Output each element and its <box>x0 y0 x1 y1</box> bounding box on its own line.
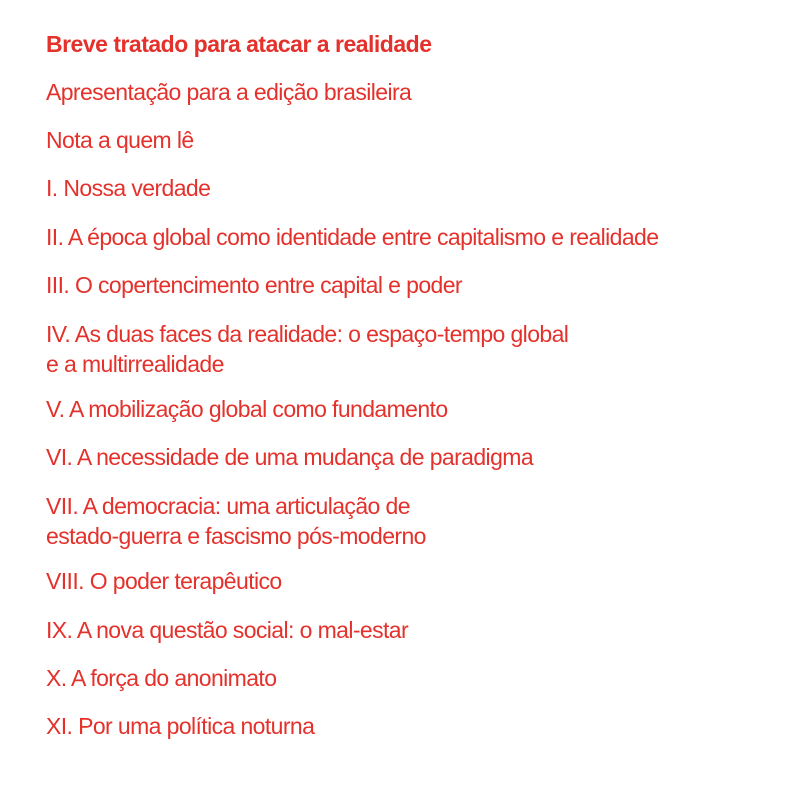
toc-entry-line: Apresentação para a edição brasileira <box>46 79 412 105</box>
toc-entry-chapter-10 <box>46 664 776 693</box>
toc-entry-line: I. Nossa verdade <box>46 175 211 202</box>
toc-entry-chapter-1 <box>46 174 776 203</box>
toc-entry-line: XI. Por uma política noturna <box>46 712 315 739</box>
toc-entry-chapter-8 <box>46 567 776 596</box>
toc-entry-line: VIII. O poder terapêutico <box>46 568 282 595</box>
book-title: Breve tratado para atacar a realidade <box>46 31 432 57</box>
toc-entry-line: VII. A democracia: uma articulação de <box>46 493 410 520</box>
toc-entry-chapter-4 <box>46 319 776 379</box>
toc-entry-chapter-3 <box>46 271 776 300</box>
toc-entry-line: Nota a quem lê <box>46 127 194 154</box>
toc-entry-line: III. O copertencimento entre capital e poder <box>46 271 462 298</box>
toc-entry-line: VI. A necessidade de uma mudança de paradigma <box>46 444 534 471</box>
toc-entry-chapter-9 <box>46 616 776 645</box>
toc-entry-line: II. A época global como identidade entre capitalismo e realidade <box>46 223 659 250</box>
toc-entry-nota <box>46 126 776 155</box>
toc-entry-chapter-2 <box>46 223 776 252</box>
toc-entry-line: V. A mobilização global como fundamento <box>46 395 448 422</box>
toc-entry-apresentacao <box>46 78 776 107</box>
toc-entry-line: X. A força do anonimato <box>46 664 277 691</box>
table-of-contents <box>46 30 776 760</box>
toc-entry-line: e a multirrealidade <box>46 350 224 377</box>
toc-entry-line: estado-guerra e fascismo pós-moderno <box>46 523 426 550</box>
toc-entry-chapter-6 <box>46 443 776 472</box>
toc-entry-line: IV. As duas faces da realidade: o espaço-tempo global <box>46 320 569 347</box>
toc-entry-chapter-5 <box>46 395 776 424</box>
toc-entry-line: IX. A nova questão social: o mal-estar <box>46 616 409 643</box>
toc-entry-chapter-11 <box>46 712 776 741</box>
toc-entry-chapter-7 <box>46 491 776 551</box>
